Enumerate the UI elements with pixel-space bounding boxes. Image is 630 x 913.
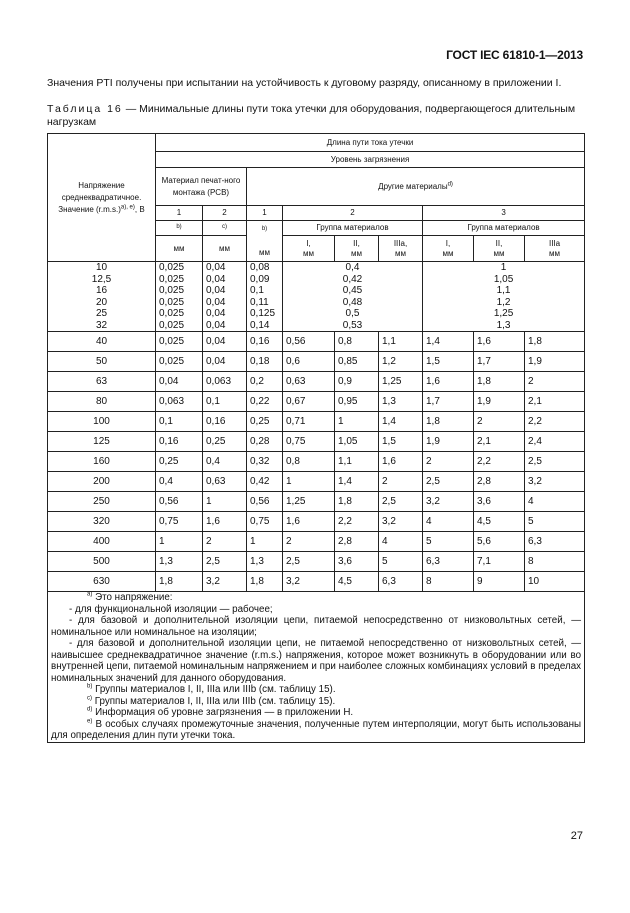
table-caption-label: Таблица 16 bbox=[47, 103, 123, 115]
table-cell: 0,4 bbox=[203, 452, 247, 472]
table-cell: 0,2 bbox=[247, 372, 283, 392]
table-row bbox=[48, 332, 585, 352]
table-cell: 1,6 bbox=[283, 512, 335, 532]
stack-value: 0,4 bbox=[345, 262, 360, 273]
group-header-3: Группа материалов bbox=[423, 221, 585, 236]
table-row bbox=[48, 512, 585, 532]
pollution-header: Уровень загрязнения bbox=[156, 152, 585, 168]
table-row bbox=[48, 392, 585, 412]
table-cell: 2 bbox=[423, 452, 474, 472]
stack-value: 0,11 bbox=[250, 296, 269, 308]
table-cell: 1,4 bbox=[379, 412, 423, 432]
table-cell: 0,18 bbox=[247, 352, 283, 372]
table-cell: 0,6 bbox=[283, 352, 335, 372]
stack-value: 0,025 bbox=[159, 285, 185, 296]
table-cell: 2,5 bbox=[203, 552, 247, 572]
table-caption-text: — Минимальные длины пути тока утечки для оборудования, подвергающегося длительным нагрузкам bbox=[47, 103, 576, 128]
table-cell: 0,56 bbox=[247, 492, 283, 512]
stack-value: 0,14 bbox=[250, 319, 270, 331]
page-number: 27 bbox=[570, 830, 583, 842]
creepage-header: Длина пути тока утечки bbox=[156, 134, 585, 152]
table-cell: 2,5 bbox=[525, 452, 585, 472]
table-row bbox=[48, 372, 585, 392]
table-cell: 4,5 bbox=[474, 512, 525, 532]
table-cell: 0,56 bbox=[283, 332, 335, 352]
table-row bbox=[48, 352, 585, 372]
table-cell: 1,5 bbox=[379, 432, 423, 452]
table-cell: 100 bbox=[48, 412, 156, 432]
table-cell: 0,16 bbox=[156, 432, 203, 452]
unit-pcb-1: мм bbox=[156, 236, 203, 262]
stack-value: 0,42 bbox=[342, 273, 363, 285]
table-cell: 6,3 bbox=[525, 532, 585, 552]
table-cell: 0,04 bbox=[156, 372, 203, 392]
table-cell: 1,8 bbox=[525, 332, 585, 352]
stack-value: 10 bbox=[95, 262, 108, 273]
table-cell: 1 bbox=[156, 532, 203, 552]
table-row bbox=[48, 532, 585, 552]
level-other-1: 1 bbox=[247, 206, 283, 221]
table-cell: 0,063 bbox=[156, 392, 203, 412]
table-cell: 0,16 bbox=[247, 332, 283, 352]
table-cell: 2 bbox=[474, 412, 525, 432]
group-cell: I, мм bbox=[283, 236, 335, 262]
table-cell: 0,75 bbox=[247, 512, 283, 532]
table-cell: 0,28 bbox=[247, 432, 283, 452]
group-cell: IIIa мм bbox=[525, 236, 585, 262]
table-notes-row bbox=[48, 592, 585, 743]
stack-value: 0,04 bbox=[206, 262, 226, 273]
table-cell: 1 bbox=[247, 532, 283, 552]
table-cell: 3,6 bbox=[474, 492, 525, 512]
table-cell: 0,25 bbox=[247, 412, 283, 432]
stack-l1 bbox=[247, 262, 283, 332]
document-header: ГОСТ IEC 61810-1—2013 bbox=[446, 48, 583, 62]
stack-value: 0,48 bbox=[342, 296, 363, 308]
stack-value: 0,04 bbox=[206, 285, 226, 296]
table-row bbox=[48, 572, 585, 592]
stack-value: 0,025 bbox=[159, 273, 185, 285]
stack-value: 0,45 bbox=[342, 285, 363, 296]
pcb-note-c: c) bbox=[203, 221, 247, 236]
note-d: $^{d)}$ Информация об уровне загрязнения — в приложении H. bbox=[87, 706, 354, 718]
table-cell: 0,025 bbox=[156, 352, 203, 372]
stack-value: 0,5 bbox=[345, 308, 360, 319]
stack-value: 0,09 bbox=[250, 273, 270, 285]
stack-l2 bbox=[283, 262, 423, 332]
table-cell: 4,5 bbox=[335, 572, 379, 592]
table-cell: 1,1 bbox=[335, 452, 379, 472]
table-cell: 4 bbox=[423, 512, 474, 532]
table-cell: 1,05 bbox=[335, 432, 379, 452]
note-a1: - для функциональной изоляции — рабочее; bbox=[69, 603, 273, 615]
group-cell: IIIa, мм bbox=[379, 236, 423, 262]
table-cell: 8 bbox=[525, 552, 585, 572]
stack-value: 1,2 bbox=[496, 296, 511, 308]
table-cell: 0,4 bbox=[156, 472, 203, 492]
table-cell: 1,7 bbox=[423, 392, 474, 412]
table-cell: 0,22 bbox=[247, 392, 283, 412]
table-cell: 160 bbox=[48, 452, 156, 472]
table-row bbox=[48, 552, 585, 572]
stack-value: 0,08 bbox=[250, 262, 270, 273]
table-cell: 0,56 bbox=[156, 492, 203, 512]
table-cell: 125 bbox=[48, 432, 156, 452]
table-cell: 0,71 bbox=[283, 412, 335, 432]
table-cell: 5 bbox=[525, 512, 585, 532]
table-cell: 0,67 bbox=[283, 392, 335, 412]
table-cell: 0,85 bbox=[335, 352, 379, 372]
table-cell: 4 bbox=[525, 492, 585, 512]
table-cell: 5 bbox=[423, 532, 474, 552]
table-cell: 0,32 bbox=[247, 452, 283, 472]
stack-value: 0,025 bbox=[159, 262, 185, 273]
table-cell: 1,8 bbox=[423, 412, 474, 432]
stack-value: 0,125 bbox=[250, 308, 276, 319]
stack-value: 0,025 bbox=[159, 308, 185, 319]
table-cell: 1 bbox=[283, 472, 335, 492]
voltage-header: Напряжение среднеквадратичное. Значение $(r.m.s.)^{a), e)}$, В bbox=[48, 134, 156, 262]
table-cell: 1,25 bbox=[379, 372, 423, 392]
table-cell: 10 bbox=[525, 572, 585, 592]
table-row bbox=[48, 452, 585, 472]
table-cell: 1,4 bbox=[423, 332, 474, 352]
table-cell: 0,42 bbox=[247, 472, 283, 492]
other-materials-header: Другие материалы$^{d)}$ bbox=[247, 168, 585, 206]
table-notes bbox=[48, 592, 585, 743]
table-cell: 2,2 bbox=[525, 412, 585, 432]
note-a-title: $^{a)}$ Это напряжение: bbox=[87, 591, 173, 603]
note-b: $^{b)}$ Группы материалов I, II, IIIa или IIIb (см. таблицу 15). bbox=[87, 683, 336, 695]
table-cell: 1,8 bbox=[156, 572, 203, 592]
table-cell: 1,8 bbox=[474, 372, 525, 392]
table-cell: 0,063 bbox=[203, 372, 247, 392]
table-cell: 250 bbox=[48, 492, 156, 512]
table-cell: 2,2 bbox=[474, 452, 525, 472]
table-cell: 0,025 bbox=[156, 332, 203, 352]
table-cell: 1,3 bbox=[379, 392, 423, 412]
table-cell: 0,9 bbox=[335, 372, 379, 392]
stack-value: 0,53 bbox=[342, 319, 363, 331]
table-row bbox=[48, 472, 585, 492]
table-cell: 40 bbox=[48, 332, 156, 352]
unit-pcb-2: мм bbox=[203, 236, 247, 262]
group-cell: II, мм bbox=[474, 236, 525, 262]
pcb-note-b: b) bbox=[156, 221, 203, 236]
table-cell: 5,6 bbox=[474, 532, 525, 552]
table-cell: 5 bbox=[379, 552, 423, 572]
stack-value: 25 bbox=[95, 308, 108, 319]
table-row-low-voltage bbox=[48, 262, 585, 332]
stack-value: 32 bbox=[95, 319, 108, 331]
table-cell: 1,3 bbox=[247, 552, 283, 572]
stack-value: 20 bbox=[95, 296, 108, 308]
table-cell: 0,95 bbox=[335, 392, 379, 412]
group-header-2: Группа материалов bbox=[283, 221, 423, 236]
group-cell: II, мм bbox=[335, 236, 379, 262]
table-cell: 2 bbox=[379, 472, 423, 492]
table-cell: 2,5 bbox=[379, 492, 423, 512]
table-row bbox=[48, 492, 585, 512]
level-pcb-1: 1 bbox=[156, 206, 203, 221]
table-cell: 0,04 bbox=[203, 332, 247, 352]
table-cell: 1,9 bbox=[423, 432, 474, 452]
table-row bbox=[48, 432, 585, 452]
note-a2: - для базовой и дополнительной изоляции цепи, питаемой непосредственно от низковольтных сетей, — номинальное или номинальное на изоляции; bbox=[51, 615, 582, 638]
table-cell: 200 bbox=[48, 472, 156, 492]
table-cell: 6,3 bbox=[423, 552, 474, 572]
table-cell: 50 bbox=[48, 352, 156, 372]
stack-value: 0,04 bbox=[206, 319, 226, 331]
stack-value: 1,05 bbox=[493, 273, 514, 285]
table-cell: 0,25 bbox=[203, 432, 247, 452]
note-c: $^{c)}$ Группы материалов I, II, IIIa или IIIb (см. таблицу 15). bbox=[87, 695, 336, 707]
table-cell: 0,75 bbox=[283, 432, 335, 452]
table-cell: 4 bbox=[379, 532, 423, 552]
table-cell: 63 bbox=[48, 372, 156, 392]
stack-value: 0,025 bbox=[159, 296, 185, 308]
table-cell: 1,6 bbox=[203, 512, 247, 532]
table-cell: 1,8 bbox=[335, 492, 379, 512]
table-cell: 2,4 bbox=[525, 432, 585, 452]
table-cell: 1,25 bbox=[283, 492, 335, 512]
stack-value: 1,1 bbox=[496, 285, 511, 296]
table-cell: 1,9 bbox=[474, 392, 525, 412]
table-cell: 630 bbox=[48, 572, 156, 592]
table-cell: 2 bbox=[283, 532, 335, 552]
creepage-table bbox=[47, 133, 585, 743]
table-cell: 0,63 bbox=[203, 472, 247, 492]
stack-value: 0,04 bbox=[206, 296, 226, 308]
table-cell: 2,5 bbox=[283, 552, 335, 572]
table-caption bbox=[47, 103, 587, 129]
table-cell: 320 bbox=[48, 512, 156, 532]
stack-value: 1,25 bbox=[493, 308, 514, 319]
table-cell: 3,2 bbox=[525, 472, 585, 492]
stack-l3 bbox=[423, 262, 585, 332]
table-cell: 0,8 bbox=[335, 332, 379, 352]
intro-paragraph: Значения PTI получены при испытании на устойчивость к дуговому разряду, описанному в приложении I. bbox=[47, 77, 562, 89]
note-a3: - для базовой и дополнительной изоляции цепи, не питаемой непосредственно от низковольтных сетей, — наивысшее среднеквадратичное значение (r.m.s.) напряжения, которое может возникнуть в оборудовании или во внутренней цепи, питаемой номинальным напряжением и при наиболее сложных комбинациях условий в пределах номинальных значений для данного оборудования. bbox=[51, 638, 582, 684]
table-cell: 0,04 bbox=[203, 352, 247, 372]
stack-value: 0,04 bbox=[206, 273, 226, 285]
stack-pcb1 bbox=[156, 262, 203, 332]
level-pcb-2: 2 bbox=[203, 206, 247, 221]
stack-voltages bbox=[48, 262, 156, 332]
table-cell: 0,1 bbox=[203, 392, 247, 412]
table-cell: 2 bbox=[525, 372, 585, 392]
table-cell: 1,6 bbox=[474, 332, 525, 352]
table-cell: 0,25 bbox=[156, 452, 203, 472]
table-cell: 2,1 bbox=[525, 392, 585, 412]
table-cell: 0,16 bbox=[203, 412, 247, 432]
level-other-2: 2 bbox=[283, 206, 423, 221]
table-cell: 8 bbox=[423, 572, 474, 592]
stack-value: 0,04 bbox=[206, 308, 226, 319]
table-cell: 1,9 bbox=[525, 352, 585, 372]
table-cell: 3,2 bbox=[423, 492, 474, 512]
stack-value: 0,1 bbox=[250, 285, 264, 296]
pcb-header: Материал печат-ного монтажа (PCB) bbox=[156, 168, 247, 206]
table-cell: 1,7 bbox=[474, 352, 525, 372]
table-cell: 0,75 bbox=[156, 512, 203, 532]
level-other-3: 3 bbox=[423, 206, 585, 221]
table-cell: 1,1 bbox=[379, 332, 423, 352]
table-cell: 3,2 bbox=[379, 512, 423, 532]
stack-value: 12,5 bbox=[91, 273, 112, 285]
table-cell: 1,5 bbox=[423, 352, 474, 372]
table-cell: 3,6 bbox=[335, 552, 379, 572]
table-cell: 1 bbox=[335, 412, 379, 432]
stack-value: 1,3 bbox=[496, 319, 511, 331]
table-cell: 2 bbox=[203, 532, 247, 552]
note-e: $^{e)}$ В особых случаях промежуточные значения, полученные путем интерполяции, могут быть использованы для определения длин пути утечки тока. bbox=[51, 718, 582, 741]
table-cell: 2,2 bbox=[335, 512, 379, 532]
table-row bbox=[48, 412, 585, 432]
table-cell: 2,8 bbox=[474, 472, 525, 492]
table-cell: 1,3 bbox=[156, 552, 203, 572]
table-cell: 1,2 bbox=[379, 352, 423, 372]
group-cell: I, мм bbox=[423, 236, 474, 262]
table-cell: 2,1 bbox=[474, 432, 525, 452]
table-cell: 400 bbox=[48, 532, 156, 552]
table-cell: 2,5 bbox=[423, 472, 474, 492]
table-cell: 9 bbox=[474, 572, 525, 592]
table-cell: 3,2 bbox=[203, 572, 247, 592]
table-cell: 80 bbox=[48, 392, 156, 412]
stack-value: 0,025 bbox=[159, 319, 185, 331]
table-body bbox=[48, 332, 585, 592]
table-cell: 1,6 bbox=[423, 372, 474, 392]
table-cell: 1,6 bbox=[379, 452, 423, 472]
table-cell: 0,8 bbox=[283, 452, 335, 472]
table-cell: 1,4 bbox=[335, 472, 379, 492]
table-cell: 1,8 bbox=[247, 572, 283, 592]
table-cell: 2,8 bbox=[335, 532, 379, 552]
stack-value: 1 bbox=[500, 262, 507, 273]
stack-value: 16 bbox=[95, 285, 108, 296]
table-cell: 7,1 bbox=[474, 552, 525, 572]
table-cell: 6,3 bbox=[379, 572, 423, 592]
table-cell: 0,1 bbox=[156, 412, 203, 432]
table-cell: 1 bbox=[203, 492, 247, 512]
stack-pcb2 bbox=[203, 262, 247, 332]
table-cell: 500 bbox=[48, 552, 156, 572]
other-note-b: b) мм bbox=[247, 221, 283, 262]
table-cell: 0,63 bbox=[283, 372, 335, 392]
table-cell: 3,2 bbox=[283, 572, 335, 592]
